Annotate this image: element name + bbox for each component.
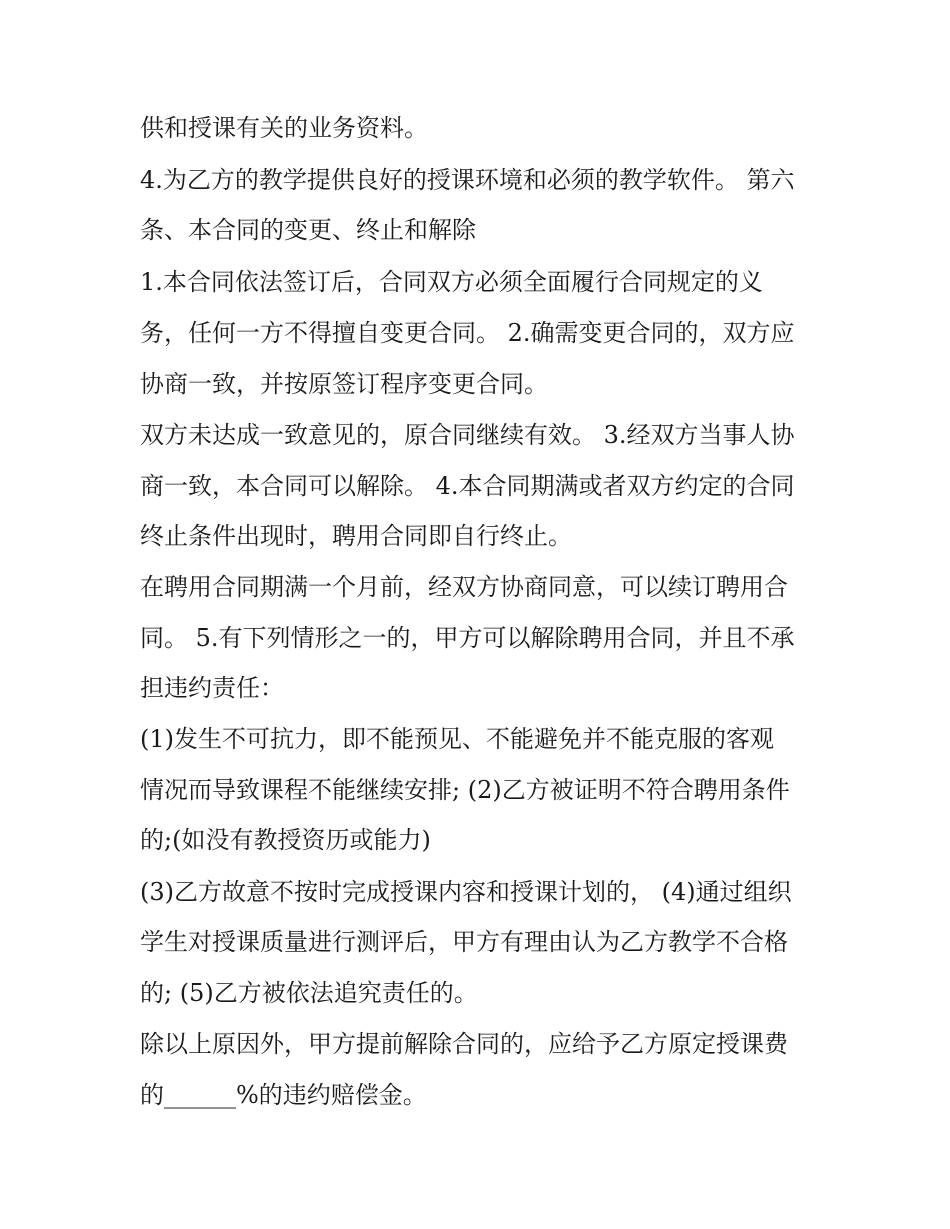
text-line: 商一致，本合同可以解除。 4.本合同期满或者双方约定的合同 — [140, 472, 795, 500]
text-line: 1.本合同依法签订后，合同双方必须全面履行合同规定的义 — [140, 268, 763, 296]
text-line: 条、本合同的变更、终止和解除 — [140, 216, 476, 244]
text-line: 担违约责任： — [140, 674, 284, 702]
text-line: 4.为乙方的教学提供良好的授课环境和必须的教学软件。 第六 — [140, 166, 795, 194]
text-line: 终止条件出现时，聘用合同即自行终止。 — [140, 522, 572, 550]
text-line: 供和授课有关的业务资料。 — [140, 114, 428, 142]
text-line: 学生对授课质量进行测评后，甲方有理由认为乙方教学不合格 — [140, 928, 788, 956]
text-line: (3)乙方故意不按时完成授课内容和授课计划的， (4)通过组织 — [140, 878, 792, 906]
text-line: 同。 5.有下列情形之一的，甲方可以解除聘用合同，并且不承 — [140, 624, 795, 652]
text-line: 协商一致，并按原签订程序变更合同。 — [140, 370, 548, 398]
text-line: 的; (5)乙方被依法追究责任的。 — [140, 979, 478, 1007]
text-line: 的;(如没有教授资历或能力) — [140, 826, 431, 854]
text-line: 在聘用合同期满一个月前，经双方协商同意，可以续订聘用合 — [140, 573, 788, 601]
text-line: (1)发生不可抗力，即不能预见、不能避免并不能克服的客观 — [140, 725, 774, 753]
text-line: 情况而导致课程不能继续安排; (2)乙方被证明不符合聘用条件 — [140, 776, 790, 804]
text-line: 务，任何一方不得擅自变更合同。 2.确需变更合同的，双方应 — [140, 319, 795, 347]
text-line: 除以上原因外，甲方提前解除合同的，应给予乙方原定授课费 — [140, 1030, 788, 1058]
text-line: 双方未达成一致意见的，原合同继续有效。 3.经双方当事人协 — [140, 421, 795, 449]
text-line: 的______%的违约赔偿金。 — [140, 1081, 427, 1109]
